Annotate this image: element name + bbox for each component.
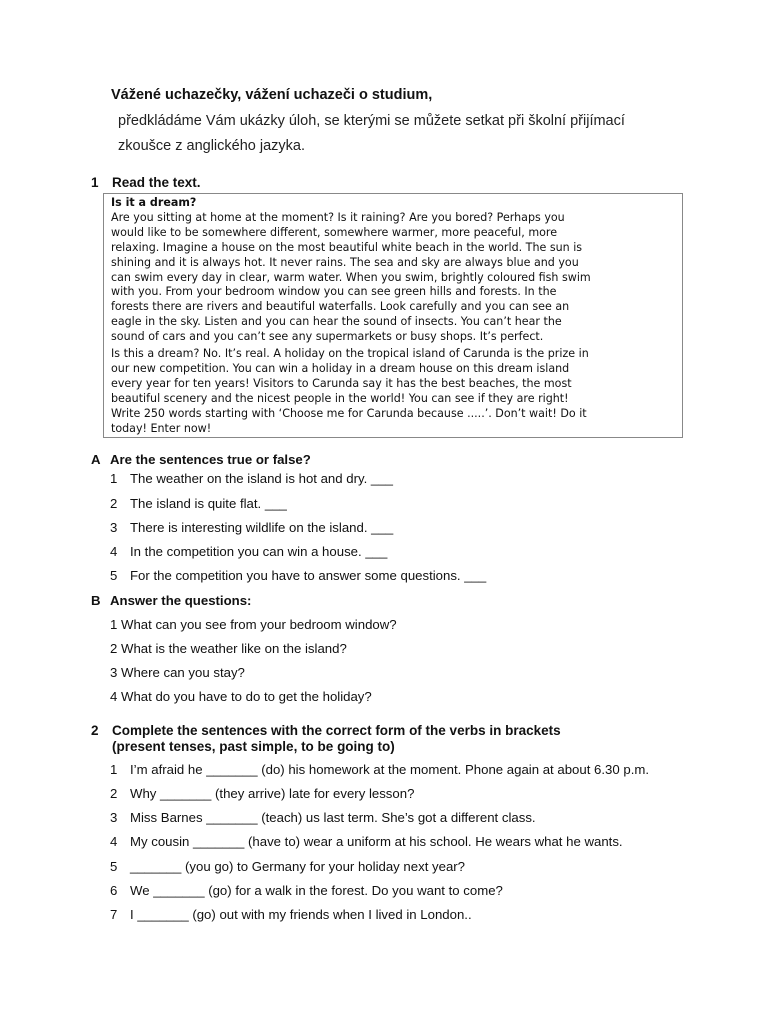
part-a-item-number: 2 — [110, 496, 118, 511]
reading-line: would like to be somewhere different, somewhere warmer, more peaceful, more — [111, 225, 558, 239]
part-a-item-text: In the competition you can win a house. ___ — [130, 544, 388, 559]
intro-line-2: zkoušce z anglického jazyka. — [118, 138, 305, 154]
part-b-heading: Answer the questions: — [110, 593, 252, 608]
exercise-2-item-text: Why _______ (they arrive) late for every lesson? — [130, 786, 415, 801]
reading-line: every year for ten years! Visitors to Carunda say it has the best beaches, the most — [111, 376, 572, 390]
reading-line: eagle in the sky. Listen and you can hear the sound of insects. You can’t hear the — [111, 315, 562, 329]
exercise-2-item-text: Miss Barnes _______ (teach) us last term. She’s got a different class. — [130, 810, 536, 825]
exercise-2-item-text: I _______ (go) out with my friends when I lived in London.. — [130, 907, 472, 922]
reading-line: today! Enter now! — [111, 421, 212, 435]
part-a-item-number: 5 — [110, 568, 118, 583]
reading-line: beautiful scenery and the nicest people in the world! You can see if they are right! — [111, 391, 569, 405]
exercise-2-item-number: 4 — [110, 834, 118, 849]
reading-line: forests there are rivers and beautiful waterfalls. Look carefully and you can see an — [111, 300, 570, 314]
exercise-2-item-text: My cousin _______ (have to) wear a uniform at his school. He wears what he wants. — [130, 834, 623, 849]
part-a-letter: A — [91, 452, 101, 467]
part-a-item-text: For the competition you have to answer some questions. ___ — [130, 568, 487, 583]
reading-line: sound of cars and you can’t see any supermarkets or busy shops. It’s perfect. — [111, 330, 544, 344]
exercise-2-item-number: 6 — [110, 883, 118, 898]
exercise-2-heading-line-1: Complete the sentences with the correct form of the verbs in brackets — [112, 723, 561, 738]
reading-line: Are you sitting at home at the moment? Is it raining? Are you bored? Perhaps you — [111, 210, 565, 224]
reading-line: our new competition. You can win a holiday in a dream house on this dream island — [111, 361, 570, 375]
intro-line-1: předkládáme Vám ukázky úloh, se kterými se můžete setkat při školní přijímací — [118, 113, 625, 129]
reading-paragraph-2 — [111, 347, 682, 436]
exercise-2-item-number: 3 — [110, 810, 118, 825]
reading-line: can swim every day in clear, warm water. When you swim, brightly coloured fish swim — [111, 270, 591, 284]
part-a-item-text: The weather on the island is hot and dry. ___ — [130, 471, 393, 486]
exercise-2-item-text: _______ (you go) to Germany for your holiday next year? — [130, 859, 466, 874]
exercise-2-item-number: 5 — [110, 859, 118, 874]
reading-line: Is this a dream? No. It’s real. A holiday on the tropical island of Carunda is the prize in — [111, 347, 589, 361]
exercise-2-item-number: 7 — [110, 907, 118, 922]
part-b-letter: B — [91, 593, 101, 608]
exercise-2-item-number: 1 — [110, 762, 118, 777]
exercise-2-item-number: 2 — [110, 786, 118, 801]
part-a-item-text: There is interesting wildlife on the island. ___ — [130, 520, 394, 535]
reading-line: with you. From your bedroom window you can see green hills and forests. In the — [111, 285, 557, 299]
reading-text-box — [103, 193, 683, 438]
exercise-2-item-text: I’m afraid he _______ (do) his homework at the moment. Phone again at about 6.30 p.m. — [130, 762, 650, 777]
greeting: Vážené uchazečky, vážení uchazeči o studium, — [111, 87, 433, 103]
reading-line: shining and it is always hot. It never rains. The sea and sky are always blue and you — [111, 255, 579, 269]
part-a-item-number: 3 — [110, 520, 118, 535]
part-a-item-number: 4 — [110, 544, 118, 559]
reading-title: Is it a dream? — [111, 196, 197, 209]
exercise-2-item-text: We _______ (go) for a walk in the forest. Do you want to come? — [130, 883, 503, 898]
part-a-item-text: The island is quite flat. ___ — [130, 496, 287, 511]
part-a-heading: Are the sentences true or false? — [110, 452, 311, 467]
exercise-2-number: 2 — [91, 723, 99, 738]
reading-paragraph-1 — [111, 211, 682, 345]
reading-line: Write 250 words starting with ‘Choose me for Carunda because .....’. Don’t wait! Do it — [111, 406, 587, 420]
exercise-1-instruction: Read the text. — [112, 175, 201, 190]
part-a-item-number: 1 — [110, 471, 118, 486]
exercise-2-heading-line-2: (present tenses, past simple, to be going to) — [112, 739, 395, 754]
part-b-question: 4 What do you have to do to get the holiday? — [110, 689, 372, 704]
reading-line: relaxing. Imagine a house on the most beautiful white beach in the world. The sun is — [111, 240, 583, 254]
part-b-question: 1 What can you see from your bedroom window? — [110, 617, 397, 632]
part-b-question: 3 Where can you stay? — [110, 665, 245, 680]
exercise-1-number: 1 — [91, 175, 99, 190]
part-b-question: 2 What is the weather like on the island? — [110, 641, 347, 656]
